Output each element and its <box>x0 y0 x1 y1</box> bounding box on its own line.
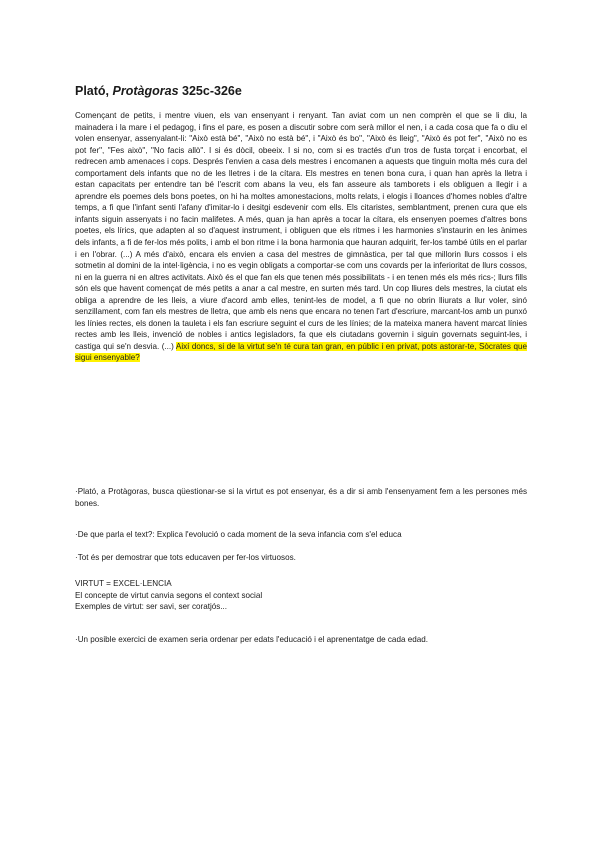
title-reference: 325c-326e <box>182 84 242 98</box>
quote-paragraph <box>75 110 527 364</box>
quote-text: Començant de petits, i mentre viuen, els van ensenyant i renyant. Tan aviat com un nen comprèn el que se li diu, la mainadera i la mare i el pedagog, i fins el pare, es posen a discutir sobre com serà millor el nen, i a cada cosa que fa o diu el volen ensenyar, assenyalant-li: "Això està bé", "Això no està bé", i "Això és bo", "Això és lleig", "Això és pot fer", "Això no es pot fer", "Fes això", "No facis allò". I si és dòcil, obeeix. I si no, com si es tractés d'un tros de fusta torçat i encorbat, el redrecen amb amenaces i cops. Després l'envien a casa dels mestres i encomanen a aquests que tinguin molta més cura del comportament dels infants que no de les lletres i de la cítara. Els mestres en tenen bona cura, i quan han après la lletra i estan capacitats per entendre tan bé l'escrit com abans la veu, els fan asseure als tamborets i els obliguen a llegir i a aprendre els poemes dels bons poetes, on hi ha moltes amonestacions, molts relats, i elogis i lloances d'homes nobles d'altre temps, a fi que l'infant senti l'afany d'imitar-lo i desitgi esdevenir com ells. Els citaristes, semblantment, prenen cura que els infants siguin assenyats i no facin malifetes. A més, quan ja han après a tocar la cítara, els ensenyen poemes d'altres bons poetes, els lírics, que adapten al so d'aquest instrument, i obliguen que els ritmes i les harmonies s'instaurin en les ànimes dels infants, a fi de fer-los més polits, i amb el bon ritme i la bona harmonia que hauran adquirit, fer-los també útils en el parlar i en l'obrar. (...) A més d'això, encara els envien a casa del mestres de gimnàstica, per tal que millorin llurs cossos i els sotmetin al domini de la intel·ligència, i no es vegin obligats a comportar-se com uns covards per la inferioritat de llurs cossos, ni en la guerra ni en altres activitats. Això és el que fan els que tenen més possibilitats - i en tenen més els més rics-; llurs fills són els que havent començat de més petits a anar a cal mestre, en surten més tard. Un cop lliures dels mestres, la ciutat els obliga a aprendre de les lleis, a viure d'acord amb elles, tenint-les de model, a fi que no obrin lliurats a llur voler, sinó senzillament, com fan els mestres de lletra, que amb els nens que encara no tenen l'art d'escriure, marcant-los amb un punxó les línies rectes, els donen la tauleta i els fan escriure seguint el curs de les línies; de la mateixa manera havent marcat línies rectes amb les lleis, invenció de nobles i antics legisladors, fa que els ciutadans governin i siguin governats seguint-les, i castiga qui se'n desvia. (...) <box>75 111 527 351</box>
virtue-concept: El concepte de virtut canvia segons el context social <box>75 590 263 600</box>
note-question: ·De que parla el text?: Explica l'evolució o cada moment de la seva infancia com s'el educa <box>75 530 402 539</box>
note-conclusion: ·Tot és per demostrar que tots educaven per fer-los virtuosos. <box>75 553 296 562</box>
virtue-heading: VIRTUT = EXCEL·LENCIA <box>75 579 172 588</box>
note-exam-exercise: ·Un posible exercici de examen seria ordenar per edats l'educació i el aprenentatge de cada edad. <box>75 635 428 644</box>
page-title <box>75 84 535 98</box>
title-work: Protàgoras <box>112 84 179 98</box>
title-author: Plató, <box>75 84 110 98</box>
note-virtue-definition <box>75 578 527 613</box>
virtue-examples: Exemples de virtut: ser savi, ser coratjós... <box>75 602 228 612</box>
note-thesis: ·Plató, a Protàgoras, busca qüestionar-se si la virtut es pot ensenyar, és a dir si amb l'ensenyament fem a les persones més bones. <box>75 487 527 508</box>
highlighted-question: Així doncs, si de la virtut se'n té cura tan gran, en públic i en privat, pots astorar-te, Sòcrates que sigui ensenyable? <box>75 341 527 363</box>
